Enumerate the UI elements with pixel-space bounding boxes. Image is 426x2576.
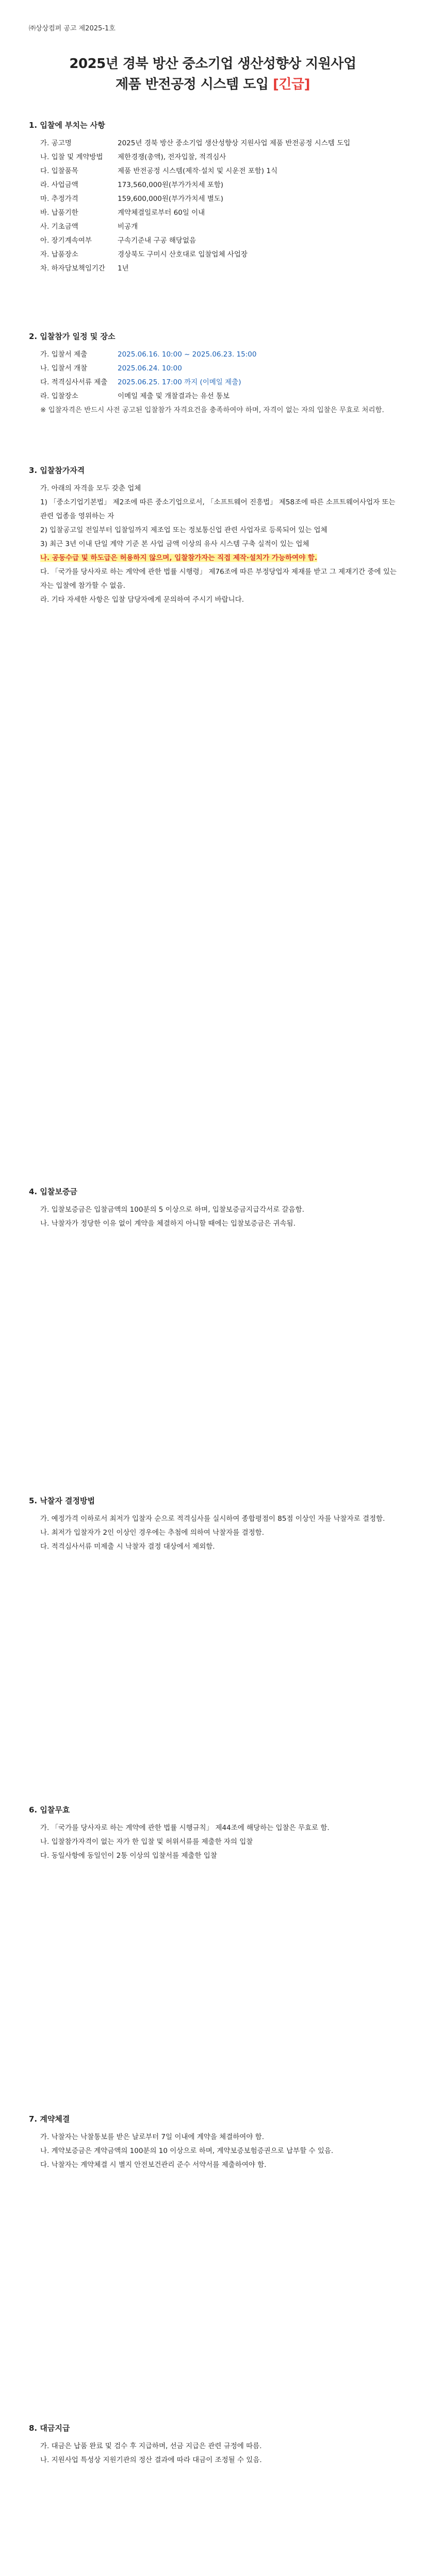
paragraph: 2) 입찰공고일 전일부터 입찰일까지 제조업 또는 정보통신업 관련 사업자로 등록되어 있는 업체 xyxy=(40,526,327,534)
paragraph: 가. 예정가격 이하로서 최저가 입찰자 순으로 적격심사를 실시하여 종합평점이 85점 이상인 자를 낙찰자로 결정함. xyxy=(40,1515,385,1523)
paragraph: 가. 낙찰자는 낙찰통보를 받은 날로부터 7일 이내에 계약을 체결하여야 함. xyxy=(40,2133,264,2141)
paragraph: 가. 「국가를 당사자로 하는 계약에 관한 법률 시행규칙」 제44조에 해당하는 입찰은 무효로 함. xyxy=(40,1824,330,1832)
section-heading: 4. 입찰보증금 xyxy=(29,1187,77,1196)
section-heading: 3. 입찰참가자격 xyxy=(29,466,85,475)
paragraph: 다. 낙찰자는 계약체결 시 별지 안전보건관리 준수 서약서를 제출하여야 함. xyxy=(40,2161,267,2169)
doc-number: ㈜상상컴퍼 공고 제2025-1호 xyxy=(29,25,116,32)
paragraph: 다. 동일사항에 동일인이 2통 이상의 입찰서를 제출한 입찰 xyxy=(40,1852,217,1860)
section-heading: 2. 입찰참가 일정 및 장소 xyxy=(29,332,116,341)
section-heading: 1. 입찰에 부치는 사항 xyxy=(29,121,105,130)
info-row: 자. 납품장소 경상북도 구미시 산호대로 입찰업체 사업장 xyxy=(40,250,248,259)
info-row: 바. 납품기한 계약체결일로부터 60일 이내 xyxy=(40,209,205,217)
info-row: 가. 공고명 2025년 경북 방산 중소기업 생산성향상 지원사업 제품 반전공정 시스템 도입 xyxy=(40,139,351,147)
section-heading: 5. 낙찰자 결정방법 xyxy=(29,1496,95,1505)
section-bid-deposit xyxy=(29,1185,397,1231)
paragraph: 라. 기타 자세한 사항은 입찰 담당자에게 문의하여 주시기 바랍니다. xyxy=(40,596,244,604)
paragraph: 나. 입찰참가자격이 없는 자가 한 입찰 및 허위서류를 제출한 자의 입찰 xyxy=(40,1838,253,1846)
title-line2-wrap xyxy=(29,74,397,95)
paragraph: 나. 계약보증금은 계약금액의 100분의 10 이상으로 하며, 계약보증보험증권으로 납부할 수 있음. xyxy=(40,2147,334,2155)
paragraph: 가. 입찰보증금은 입찰금액의 100분의 5 이상으로 하며, 입찰보증금지급각서로 갈음함. xyxy=(40,1206,304,1214)
paragraph: 가. 아래의 자격을 모두 갖춘 업체 xyxy=(40,484,141,493)
schedule-row: 다. 적격심사서류 제출 2025.06.25. 17:00 까지 (이메일 제출) xyxy=(40,378,241,386)
doc-title xyxy=(29,54,397,95)
document-page xyxy=(29,0,397,2576)
paragraph: 다. 「국가를 당사자로 하는 계약에 관한 법률 시행령」 제76조에 따른 부정당업자 제재를 받고 그 제재기간 중에 있는 자는 입찰에 참가할 수 없음. xyxy=(40,568,397,590)
section-payment xyxy=(29,2421,397,2467)
section-bid-info xyxy=(29,118,397,276)
info-row: 라. 사업금액 173,560,000원(부가가치세 포함) xyxy=(40,181,224,189)
paragraph: 가. 대금은 납품 완료 및 검수 후 지급하며, 선금 지급은 관련 규정에 따름. xyxy=(40,2442,262,2450)
paragraph: 1) 「중소기업기본법」 제2조에 따른 중소기업으로서, 「소프트웨어 진흥법」 제58조에 따른 소프트웨어사업자 또는 관련 업종을 영위하는 자 xyxy=(40,498,396,520)
info-row: 사. 기초금액 비공개 xyxy=(40,223,138,231)
info-row: 나. 입찰 및 계약방법 제한경쟁(총액), 전자입찰, 적격심사 xyxy=(40,153,226,161)
schedule-row: 라. 입찰장소 이메일 제출 및 개찰결과는 유선 통보 xyxy=(40,392,230,400)
section-eligibility xyxy=(29,464,397,607)
section-heading: 8. 대금지급 xyxy=(29,2424,70,2433)
paragraph: 다. 적격심사서류 미제출 시 낙찰자 결정 대상에서 제외함. xyxy=(40,1543,215,1551)
urgent-badge: [긴급] xyxy=(273,77,310,92)
section-award xyxy=(29,1494,397,1554)
paragraph: 3) 최근 3년 이내 단일 계약 기준 본 사업 금액 이상의 유사 시스템 구축 실적이 있는 업체 xyxy=(40,540,309,548)
paragraph: 나. 낙찰자가 정당한 이유 없이 계약을 체결하지 아니할 때에는 입찰보증금은 귀속됨. xyxy=(40,1219,296,1228)
info-row: 아. 장기계속여부 구속기준내 구공 해당없음 xyxy=(40,236,196,245)
schedule-row: 가. 입찰서 제출 2025.06.16. 10:00 ~ 2025.06.23. 15:00 xyxy=(40,350,257,359)
highlight-paragraph: 나. 공동수급 및 하도급은 허용하지 않으며, 입찰참가자는 직접 제작·설치가 가능하여야 함. xyxy=(40,554,317,562)
schedule-note: ※ 입찰자격은 반드시 사전 공고된 입찰참가 자격요건을 충족하여야 하며, 자격이 없는 자의 입찰은 무효로 처리함. xyxy=(40,406,384,414)
section-schedule xyxy=(29,330,397,417)
section-heading: 7. 계약체결 xyxy=(29,2114,70,2124)
section-invalid xyxy=(29,1803,397,1863)
paragraph: 나. 최저가 입찰자가 2인 이상인 경우에는 추첨에 의하여 낙찰자를 결정함. xyxy=(40,1529,264,1537)
section-heading: 6. 입찰무효 xyxy=(29,1805,70,1815)
info-row: 차. 하자담보책임기간 1년 xyxy=(40,264,129,273)
title-line2: 제품 반전공정 시스템 도입 xyxy=(116,77,269,92)
schedule-row: 나. 입찰서 개찰 2025.06.24. 10:00 xyxy=(40,364,182,372)
paragraph: 나. 지원사업 특성상 지원기관의 정산 결과에 따라 대금이 조정될 수 있음. xyxy=(40,2456,262,2464)
section-contract xyxy=(29,2112,397,2172)
title-line1: 2025년 경북 방산 중소기업 생산성향상 지원사업 xyxy=(69,56,356,72)
info-row: 마. 추정가격 159,600,000원(부가가치세 별도) xyxy=(40,195,224,203)
info-row: 다. 입찰품목 제품 반전공정 시스템(제작·설치 및 시운전 포함) 1식 xyxy=(40,167,277,175)
